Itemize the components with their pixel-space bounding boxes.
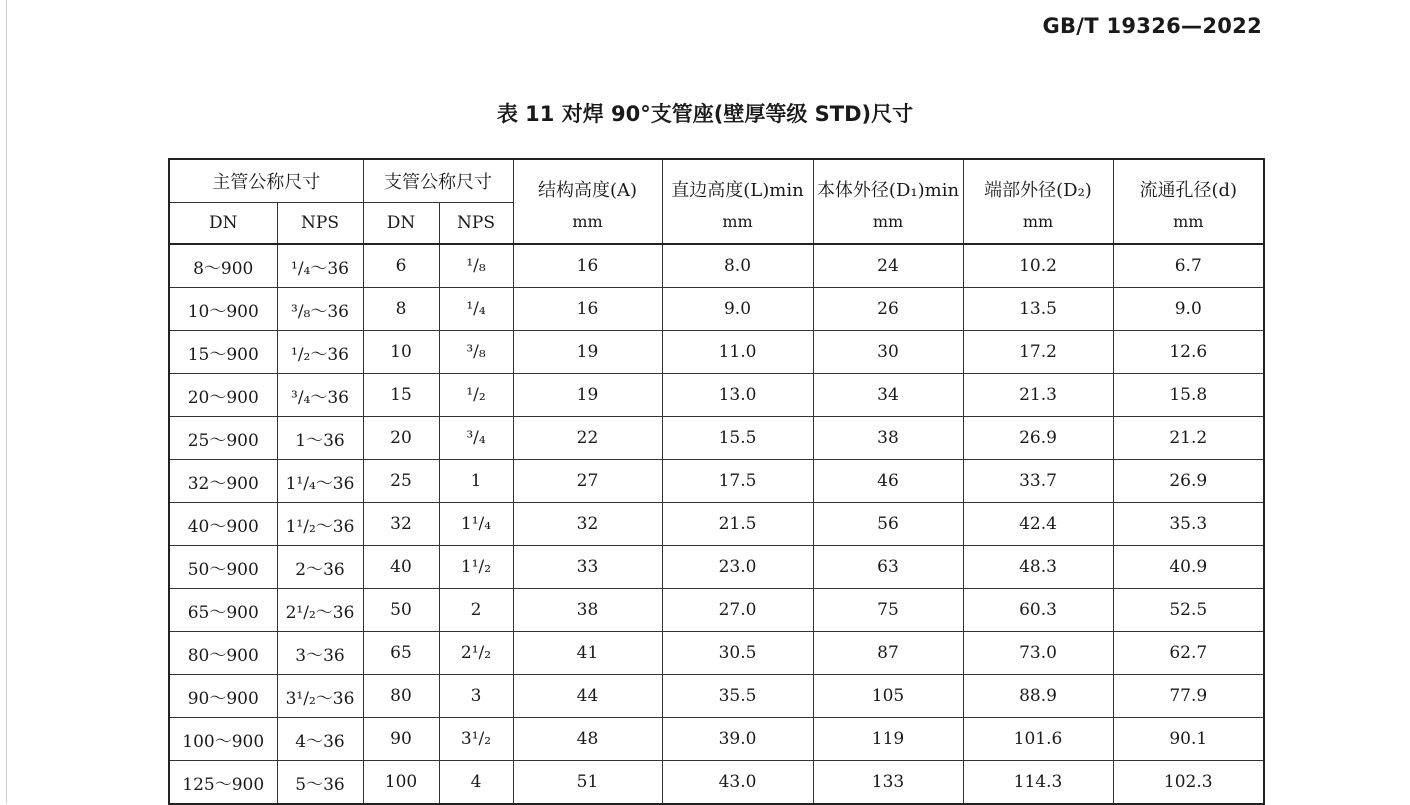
cell-d1: 105: [813, 675, 963, 718]
cell-l: 17.5: [662, 460, 813, 503]
cell-branch-nps: ³/₄: [439, 417, 513, 460]
table-row: [169, 288, 1264, 331]
cell-l: 30.5: [662, 632, 813, 675]
cell-a: 27: [513, 460, 662, 503]
cell-d: 35.3: [1113, 503, 1264, 546]
cell-branch-dn: 50: [363, 589, 439, 632]
header-label: 端部外径(D₂): [984, 180, 1092, 201]
cell-d2: 33.7: [963, 460, 1113, 503]
header-label: 结构高度(A): [537, 180, 638, 201]
cell-branch-dn: 8: [363, 288, 439, 331]
header-label: 流通孔径(d): [1139, 180, 1238, 201]
cell-d: 40.9: [1113, 546, 1264, 589]
header-col-D1: [813, 159, 963, 244]
table-row: [169, 460, 1264, 503]
header-unit: mm: [1022, 212, 1054, 231]
cell-branch-dn: 15: [363, 374, 439, 417]
cell-d1: 46: [813, 460, 963, 503]
cell-branch-dn: 25: [363, 460, 439, 503]
cell-main-dn: 10～900: [169, 288, 277, 331]
cell-main-nps: 4～36: [277, 718, 363, 761]
table-row: [169, 589, 1264, 632]
cell-d: 77.9: [1113, 675, 1264, 718]
cell-d: 6.7: [1113, 244, 1264, 288]
cell-a: 16: [513, 244, 662, 288]
cell-d: 26.9: [1113, 460, 1264, 503]
cell-branch-nps: 2: [439, 589, 513, 632]
header-unit: mm: [572, 212, 603, 231]
cell-branch-nps: 1¹/₂: [439, 546, 513, 589]
cell-d2: 13.5: [963, 288, 1113, 331]
header-main-nps: NPS: [277, 203, 363, 245]
cell-a: 33: [513, 546, 662, 589]
header-unit: mm: [872, 212, 904, 231]
cell-branch-dn: 6: [363, 244, 439, 288]
table-title: 表 11 对焊 90°支管座(壁厚等级 STD)尺寸: [496, 102, 914, 126]
cell-main-dn: 40～900: [169, 503, 277, 546]
cell-a: 19: [513, 374, 662, 417]
cell-l: 13.0: [662, 374, 813, 417]
cell-branch-dn: 20: [363, 417, 439, 460]
cell-d2: 42.4: [963, 503, 1113, 546]
cell-main-dn: 8～900: [169, 244, 277, 288]
cell-d2: 114.3: [963, 761, 1113, 805]
cell-d: 21.2: [1113, 417, 1264, 460]
header-col-A: [513, 159, 662, 244]
cell-main-nps: 2¹/₂～36: [277, 589, 363, 632]
cell-branch-nps: ³/₈: [439, 331, 513, 374]
cell-d2: 17.2: [963, 331, 1113, 374]
cell-main-dn: 25～900: [169, 417, 277, 460]
cell-a: 48: [513, 718, 662, 761]
cell-d2: 88.9: [963, 675, 1113, 718]
cell-l: 21.5: [662, 503, 813, 546]
header-col-L: [662, 159, 813, 244]
cell-a: 44: [513, 675, 662, 718]
cell-d2: 21.3: [963, 374, 1113, 417]
cell-branch-nps: 3: [439, 675, 513, 718]
cell-d2: 26.9: [963, 417, 1113, 460]
cell-d2: 10.2: [963, 244, 1113, 288]
cell-l: 15.5: [662, 417, 813, 460]
cell-d1: 75: [813, 589, 963, 632]
cell-branch-nps: 3¹/₂: [439, 718, 513, 761]
table-row: [169, 761, 1264, 805]
cell-d: 12.6: [1113, 331, 1264, 374]
cell-a: 51: [513, 761, 662, 805]
cell-branch-nps: ¹/₈: [439, 244, 513, 288]
table-row: [169, 503, 1264, 546]
cell-l: 39.0: [662, 718, 813, 761]
cell-d2: 60.3: [963, 589, 1113, 632]
header-main-dn: DN: [169, 203, 277, 245]
header-col-D2: [963, 159, 1113, 244]
cell-branch-nps: 1¹/₄: [439, 503, 513, 546]
cell-d1: 30: [813, 331, 963, 374]
cell-branch-dn: 65: [363, 632, 439, 675]
cell-main-dn: 32～900: [169, 460, 277, 503]
cell-main-dn: 50～900: [169, 546, 277, 589]
table-row: [169, 718, 1264, 761]
cell-l: 43.0: [662, 761, 813, 805]
cell-main-nps: 1¹/₂～36: [277, 503, 363, 546]
header-label: 本体外径(D₁)min: [816, 180, 960, 201]
cell-d1: 24: [813, 244, 963, 288]
cell-d: 90.1: [1113, 718, 1264, 761]
cell-branch-nps: ¹/₂: [439, 374, 513, 417]
cell-branch-dn: 32: [363, 503, 439, 546]
cell-main-dn: 20～900: [169, 374, 277, 417]
header-branch-nps: NPS: [439, 203, 513, 245]
cell-main-nps: 5～36: [277, 761, 363, 805]
standard-number: GB/T 19326—2022: [1042, 14, 1262, 38]
cell-d: 62.7: [1113, 632, 1264, 675]
cell-main-nps: 3¹/₂～36: [277, 675, 363, 718]
cell-d2: 73.0: [963, 632, 1113, 675]
table-row: [169, 675, 1264, 718]
cell-d: 102.3: [1113, 761, 1264, 805]
cell-main-nps: 2～36: [277, 546, 363, 589]
cell-a: 19: [513, 331, 662, 374]
header-branch-pipe: 支管公称尺寸: [363, 159, 513, 203]
cell-l: 11.0: [662, 331, 813, 374]
cell-l: 9.0: [662, 288, 813, 331]
header-branch-dn: DN: [363, 203, 439, 245]
dimension-table: [168, 158, 1265, 805]
cell-branch-dn: 80: [363, 675, 439, 718]
cell-main-nps: ¹/₄～36: [277, 244, 363, 288]
cell-a: 16: [513, 288, 662, 331]
cell-l: 27.0: [662, 589, 813, 632]
cell-main-nps: ¹/₂～36: [277, 331, 363, 374]
cell-a: 22: [513, 417, 662, 460]
cell-d1: 87: [813, 632, 963, 675]
cell-d1: 119: [813, 718, 963, 761]
cell-main-dn: 100～900: [169, 718, 277, 761]
cell-d1: 34: [813, 374, 963, 417]
cell-main-dn: 65～900: [169, 589, 277, 632]
cell-a: 38: [513, 589, 662, 632]
header-label: 直边高度(L)min: [671, 180, 804, 201]
cell-branch-nps: 4: [439, 761, 513, 805]
header-main-pipe: 主管公称尺寸: [169, 159, 363, 203]
cell-d1: 133: [813, 761, 963, 805]
cell-d1: 26: [813, 288, 963, 331]
table-row: [169, 546, 1264, 589]
table-body: [169, 244, 1264, 804]
cell-l: 8.0: [662, 244, 813, 288]
cell-a: 32: [513, 503, 662, 546]
cell-d: 9.0: [1113, 288, 1264, 331]
cell-d2: 101.6: [963, 718, 1113, 761]
cell-d1: 38: [813, 417, 963, 460]
cell-l: 23.0: [662, 546, 813, 589]
cell-branch-nps: ¹/₄: [439, 288, 513, 331]
cell-main-nps: 1～36: [277, 417, 363, 460]
cell-main-nps: ³/₄～36: [277, 374, 363, 417]
cell-main-dn: 80～900: [169, 632, 277, 675]
cell-a: 41: [513, 632, 662, 675]
cell-branch-nps: 1: [439, 460, 513, 503]
table-row: [169, 244, 1264, 288]
table-row: [169, 374, 1264, 417]
cell-l: 35.5: [662, 675, 813, 718]
cell-main-dn: 125～900: [169, 761, 277, 805]
cell-d: 52.5: [1113, 589, 1264, 632]
cell-d2: 48.3: [963, 546, 1113, 589]
cell-branch-dn: 10: [363, 331, 439, 374]
table-row: [169, 632, 1264, 675]
cell-d1: 63: [813, 546, 963, 589]
cell-branch-dn: 100: [363, 761, 439, 805]
cell-main-nps: ³/₈～36: [277, 288, 363, 331]
table-row: [169, 331, 1264, 374]
cell-main-dn: 90～900: [169, 675, 277, 718]
header-col-d: [1113, 159, 1264, 244]
cell-main-nps: 1¹/₄～36: [277, 460, 363, 503]
cell-main-nps: 3～36: [277, 632, 363, 675]
cell-branch-dn: 90: [363, 718, 439, 761]
cell-d1: 56: [813, 503, 963, 546]
cell-branch-nps: 2¹/₂: [439, 632, 513, 675]
cell-branch-dn: 40: [363, 546, 439, 589]
cell-main-dn: 15～900: [169, 331, 277, 374]
header-unit: mm: [722, 212, 753, 231]
header-unit: mm: [1173, 212, 1204, 231]
table-row: [169, 417, 1264, 460]
cell-d: 15.8: [1113, 374, 1264, 417]
